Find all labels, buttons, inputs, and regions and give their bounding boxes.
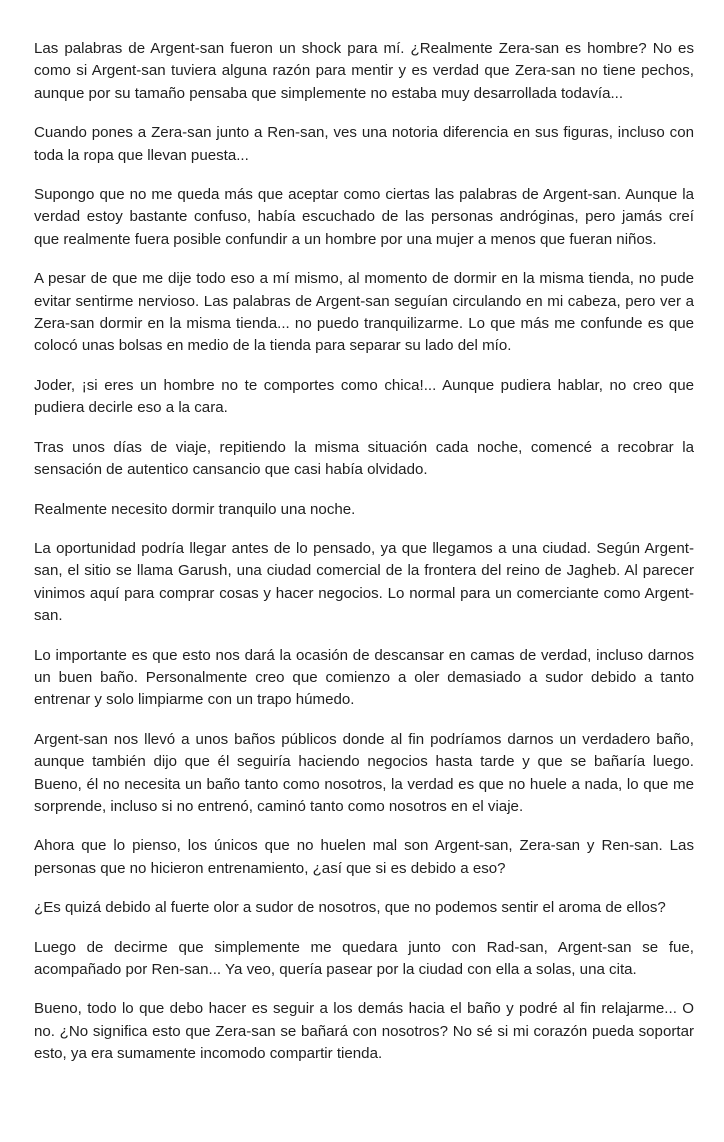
paragraph: Lo importante es que esto nos dará la ocasión de descansar en camas de verdad, incluso darnos un buen baño. Personalmente creo que comienzo a oler demasiado a sudor debido a tanto entrenar y solo limpiarme con un trapo húmedo.	[34, 646, 694, 709]
paragraph: La oportunidad podría llegar antes de lo pensado, ya que llegamos a una ciudad. Según Argent-san, el sitio se llama Garush, una ciudad comercial de la frontera del reino de Jagheb. Al parecer vinimos aquí para comprar cosas y hacer negocios. Lo normal para un comerciante como Argent-san.	[34, 539, 694, 625]
paragraph: ¿Es quizá debido al fuerte olor a sudor de nosotros, que no podemos sentir el aroma de ellos?	[34, 899, 666, 917]
paragraph: A pesar de que me dije todo eso a mí mismo, al momento de dormir en la misma tienda, no pude evitar sentirme nervioso. Las palabras de Argent-san seguían circulando en mi cabeza, pero ver a Zera-san dormir en la misma tienda... no puedo tranquilizarme. Lo que más me confunde es que colocó unas bolsas en medio de la tienda para separar su lado del mío.	[34, 270, 694, 355]
paragraph: Argent-san nos llevó a unos baños públicos donde al fin podríamos darnos un verdadero baño, aunque también dijo que él seguiría haciendo negocios hasta tarde y que se bañaría luego. Bueno, él no necesita un baño tanto como nosotros, la verdad es que no huele a nada, lo que me sorprende, incluso si no entrenó, caminó tanto como nosotros en el viaje.	[34, 730, 694, 815]
paragraph: Joder, ¡si eres un hombre no te comportes como chica!... Aunque pudiera hablar, no creo que pudiera decirle eso a la cara.	[34, 376, 694, 417]
document-page	[34, 38, 694, 1083]
paragraph: Cuando pones a Zera-san junto a Ren-san, ves una notoria diferencia en sus figuras, incluso con toda la ropa que llevan puesta...	[34, 124, 694, 164]
paragraph: Supongo que no me queda más que aceptar como ciertas las palabras de Argent-san. Aunque la verdad estoy bastante confuso, había escuchado de las personas andróginas, pero jamás creí que realmente fuera posible confundir a un hombre por una mujer a menos que fueran niños.	[34, 186, 694, 248]
paragraph: Bueno, todo lo que debo hacer es seguir a los demás hacia el baño y podré al fin relajarme... O no. ¿No significa esto que Zera-san se bañará con nosotros? No sé si mi corazón pueda soportar esto, ya era sumamente incomodo compartir tienda.	[34, 1000, 694, 1063]
paragraph: Luego de decirme que simplemente me quedara junto con Rad-san, Argent-san se fue, acompañado por Ren-san... Ya veo, quería pasear por la ciudad con ella a solas, una cita.	[34, 938, 694, 978]
paragraph: Ahora que lo pienso, los únicos que no huelen mal son Argent-san, Zera-san y Ren-san. Las personas que no hicieron entrenamiento, ¿así que si es debido a eso?	[34, 837, 694, 877]
paragraph: Las palabras de Argent-san fueron un shock para mí. ¿Realmente Zera-san es hombre? No es como si Argent-san tuviera alguna razón para mentir y es verdad que Zera-san no tiene pechos, aunque por su tamaño pensaba que simplemente no estaba muy desarrollada todavía...	[34, 40, 694, 102]
paragraph: Realmente necesito dormir tranquilo una noche.	[34, 500, 356, 518]
paragraph: Tras unos días de viaje, repitiendo la misma situación cada noche, comencé a recobrar la sensación de autentico cansancio que casi había olvidado.	[34, 438, 694, 479]
